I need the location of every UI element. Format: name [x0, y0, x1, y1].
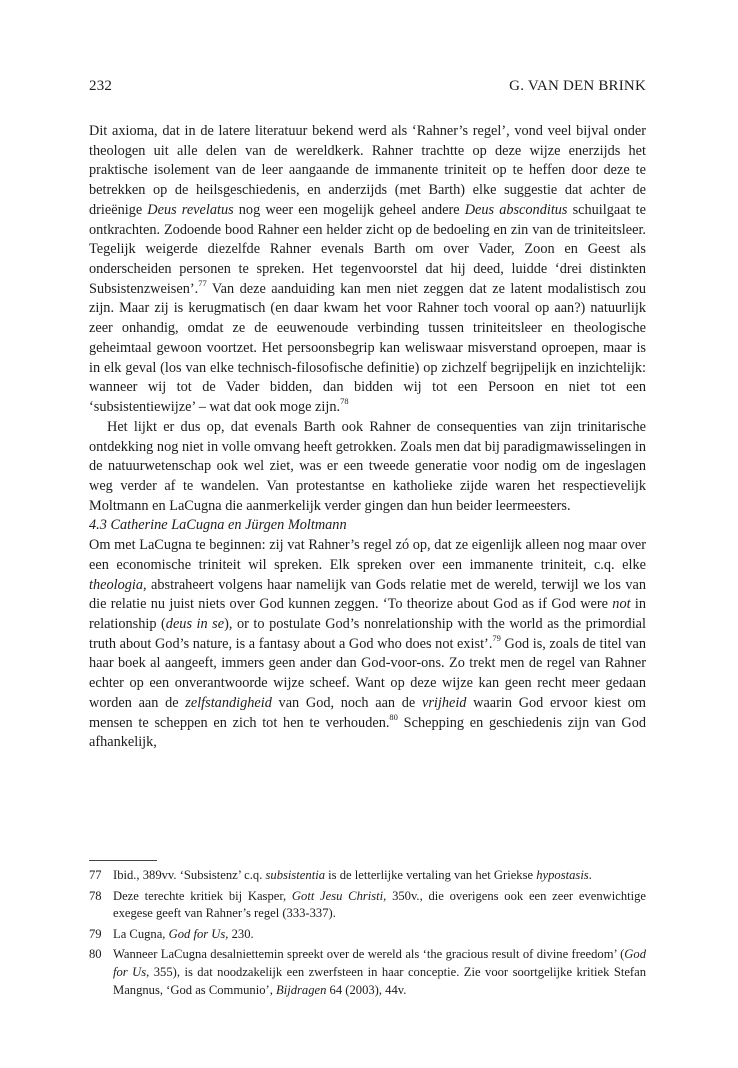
text-run: Dit axioma, dat in de latere literatuur bekend werd als ‘Rahner’s regel’, vond veel bijval onder theologen uit alle delen van de wereldkerk. Rahner trachtte op deze wijze enerzijds het praktische isolement van de leer aangaande de immanente triniteit op te heffen door deze te betrekken op de heilsgeschiedenis, en anderzijds (met Barth) elke suggestie dat achter de drieënige	[89, 123, 646, 218]
text-run: in relationship (	[89, 596, 646, 632]
footnote-number: 79	[89, 926, 102, 941]
text-run: schuilgaat te ontkrachten. Zodoende bood Rahner een helder zicht op de bedoeling en zin van de triniteitsleer. Tegelijk weigerde diezelfde Rahner evenals Barth om over Vader, Zoon en Geest als onderscheiden personen te spreken. Het tegenvoorstel dat hij deed, luidde ‘drei distinkten Subsistenzweisen’.	[89, 201, 646, 297]
footnote-79	[89, 926, 646, 944]
text-run: Om met LaCugna te beginnen: zij vat Rahner’s regel zó op, dat ze eigenlijk alleen nog maar over een economische triniteit wil spreken. Elk spreken over een immanente triniteit, c.q. elke	[89, 537, 646, 573]
italic-term: not	[612, 596, 631, 613]
footnotes	[89, 867, 646, 1002]
footnote-ref[interactable]: 79	[492, 632, 501, 643]
text-run: Deze terechte kritiek bij Kasper,	[113, 888, 292, 903]
text-run: , 355), is dat noodzakelijk een zwerfsteen in haar conceptie. Zie voor soortgelijke kritiek Stefan Mangnus, ‘God as Communio’,	[113, 964, 646, 997]
text-run: is de letterlijke vertaling van het Griekse	[325, 868, 537, 882]
paragraph-2: Het lijkt er dus op, dat evenals Barth ook Rahner de consequenties van zijn trinitarische ontdekking nog niet in volle omvang heeft getrokken. Zoals men dat bij paradigmawisselingen in de natuurwetenschap ook wel ziet, was er een tweede generatie voor nodig om de ingeslagen weg verder af te wandelen. Van protestantse en katholieke zijde waren het respectievelijk Moltmann en LaCugna die aanmerkelijk verder gingen dan hun beider leermeesters.	[89, 418, 646, 514]
text-run: waarin God ervoor kiest om mensen te scheppen en zich tot hen te verhouden.	[89, 694, 646, 731]
italic-term: vrijheid	[421, 694, 467, 711]
italic-term: Bijdragen	[276, 982, 327, 997]
italic-term: Deus absconditus	[464, 201, 568, 218]
italic-term: God for Us	[113, 947, 646, 979]
footnote-number: 78	[89, 888, 102, 903]
footnote-number: 80	[89, 947, 102, 962]
text-run: Ibid., 389vv. ‘Subsistenz’ c.q.	[113, 868, 266, 882]
paragraph-3	[89, 536, 646, 753]
body-text	[89, 122, 646, 753]
italic-term: Deus revelatus	[147, 201, 234, 218]
footnote-78	[89, 888, 646, 923]
paragraph-1	[89, 122, 646, 418]
text-run: Schepping en geschiedenis zijn van God afhankelijk,	[89, 714, 646, 751]
footnote-ref[interactable]: 80	[389, 711, 398, 722]
footnote-text	[113, 946, 646, 999]
page-number: 232	[89, 78, 113, 94]
footnote-80	[89, 946, 646, 999]
text-run: nog weer een mogelijk geheel andere	[233, 201, 465, 218]
section-heading: 4.3 Catherine LaCugna en Jürgen Moltmann	[89, 517, 347, 534]
text-run: , abstraheert volgens haar namelijk van Gods relatie met de wereld, terwijl we los van die relatie nu juist niets over God kunnen zeggen. ‘To theorize about God as if God were	[89, 576, 646, 613]
italic-term: Gott Jesu Christi	[291, 888, 384, 903]
page-header	[89, 78, 646, 95]
text-run: .	[588, 868, 592, 882]
italic-term: theologia	[89, 576, 144, 593]
footnote-ref[interactable]: 77	[198, 277, 207, 288]
text-run: Van deze aanduiding kan men niet zeggen dat ze latent modalistisch zou zijn. Maar zij is kerugmatisch (en daar kwam het voor Rahner toch vooral op aan?) natuurlijk zeer onhandig, omdat ze de eeuwenoude verbinding tussen triniteitsleer en theologische geheimtaal gewoon voortzet. Het persoonsbegrip kan weliswaar misverstand oproepen, maar is in elk geval (los van elke technisch-filosofische definitie) op zichzelf begrijpelijk en inzichtelijk: wanneer wij tot de Vader bidden, dan bidden wij tot een Persoon en niet tot een ‘subsistentiewijze’ – wat dat ook moge zijn.	[89, 280, 646, 416]
italic-term: deus in se	[165, 615, 225, 632]
text-run: Wanneer LaCugna desalniettemin spreekt over de wereld als ‘the gracious result of divine freedom’ (	[113, 947, 625, 962]
footnote-number: 77	[89, 868, 102, 882]
footnote-text	[113, 867, 646, 885]
text-run: God is, zoals de titel van haar boek al aangeeft, immers geen ander dan God-voor-ons. Zo trekt men de regel van Rahner echter op een onverantwoorde wijze scheef. Want op deze wijze kan geen recht meer gedaan worden aan de	[89, 635, 646, 711]
text-run: , 230.	[225, 926, 254, 941]
text-run: ), or to postulate God’s nonrelationship with the world as the primordial truth about God’s nature, is a fantasy about a God who does not exist’.	[89, 615, 646, 652]
italic-term: subsistentia	[265, 868, 325, 882]
italic-term: God for Us	[168, 926, 226, 941]
text-run: van God, noch aan de	[271, 694, 422, 711]
footnote-text	[113, 926, 646, 944]
italic-term: zelfstandigheid	[185, 694, 272, 711]
text-run: 64 (2003), 44v.	[326, 982, 407, 997]
text-run: , 350v., die overigens ook een zeer evenwichtige exegese geeft van Rahner’s regel (333-337).	[113, 888, 647, 921]
running-head: G. VAN DEN BRINK	[509, 78, 646, 94]
italic-term: hypostasis	[536, 868, 589, 882]
footnote-77	[89, 867, 646, 885]
footnote-ref[interactable]: 78	[340, 396, 349, 407]
footnote-divider	[89, 860, 157, 861]
text-run: La Cugna,	[113, 926, 169, 941]
footnote-text	[113, 888, 646, 923]
